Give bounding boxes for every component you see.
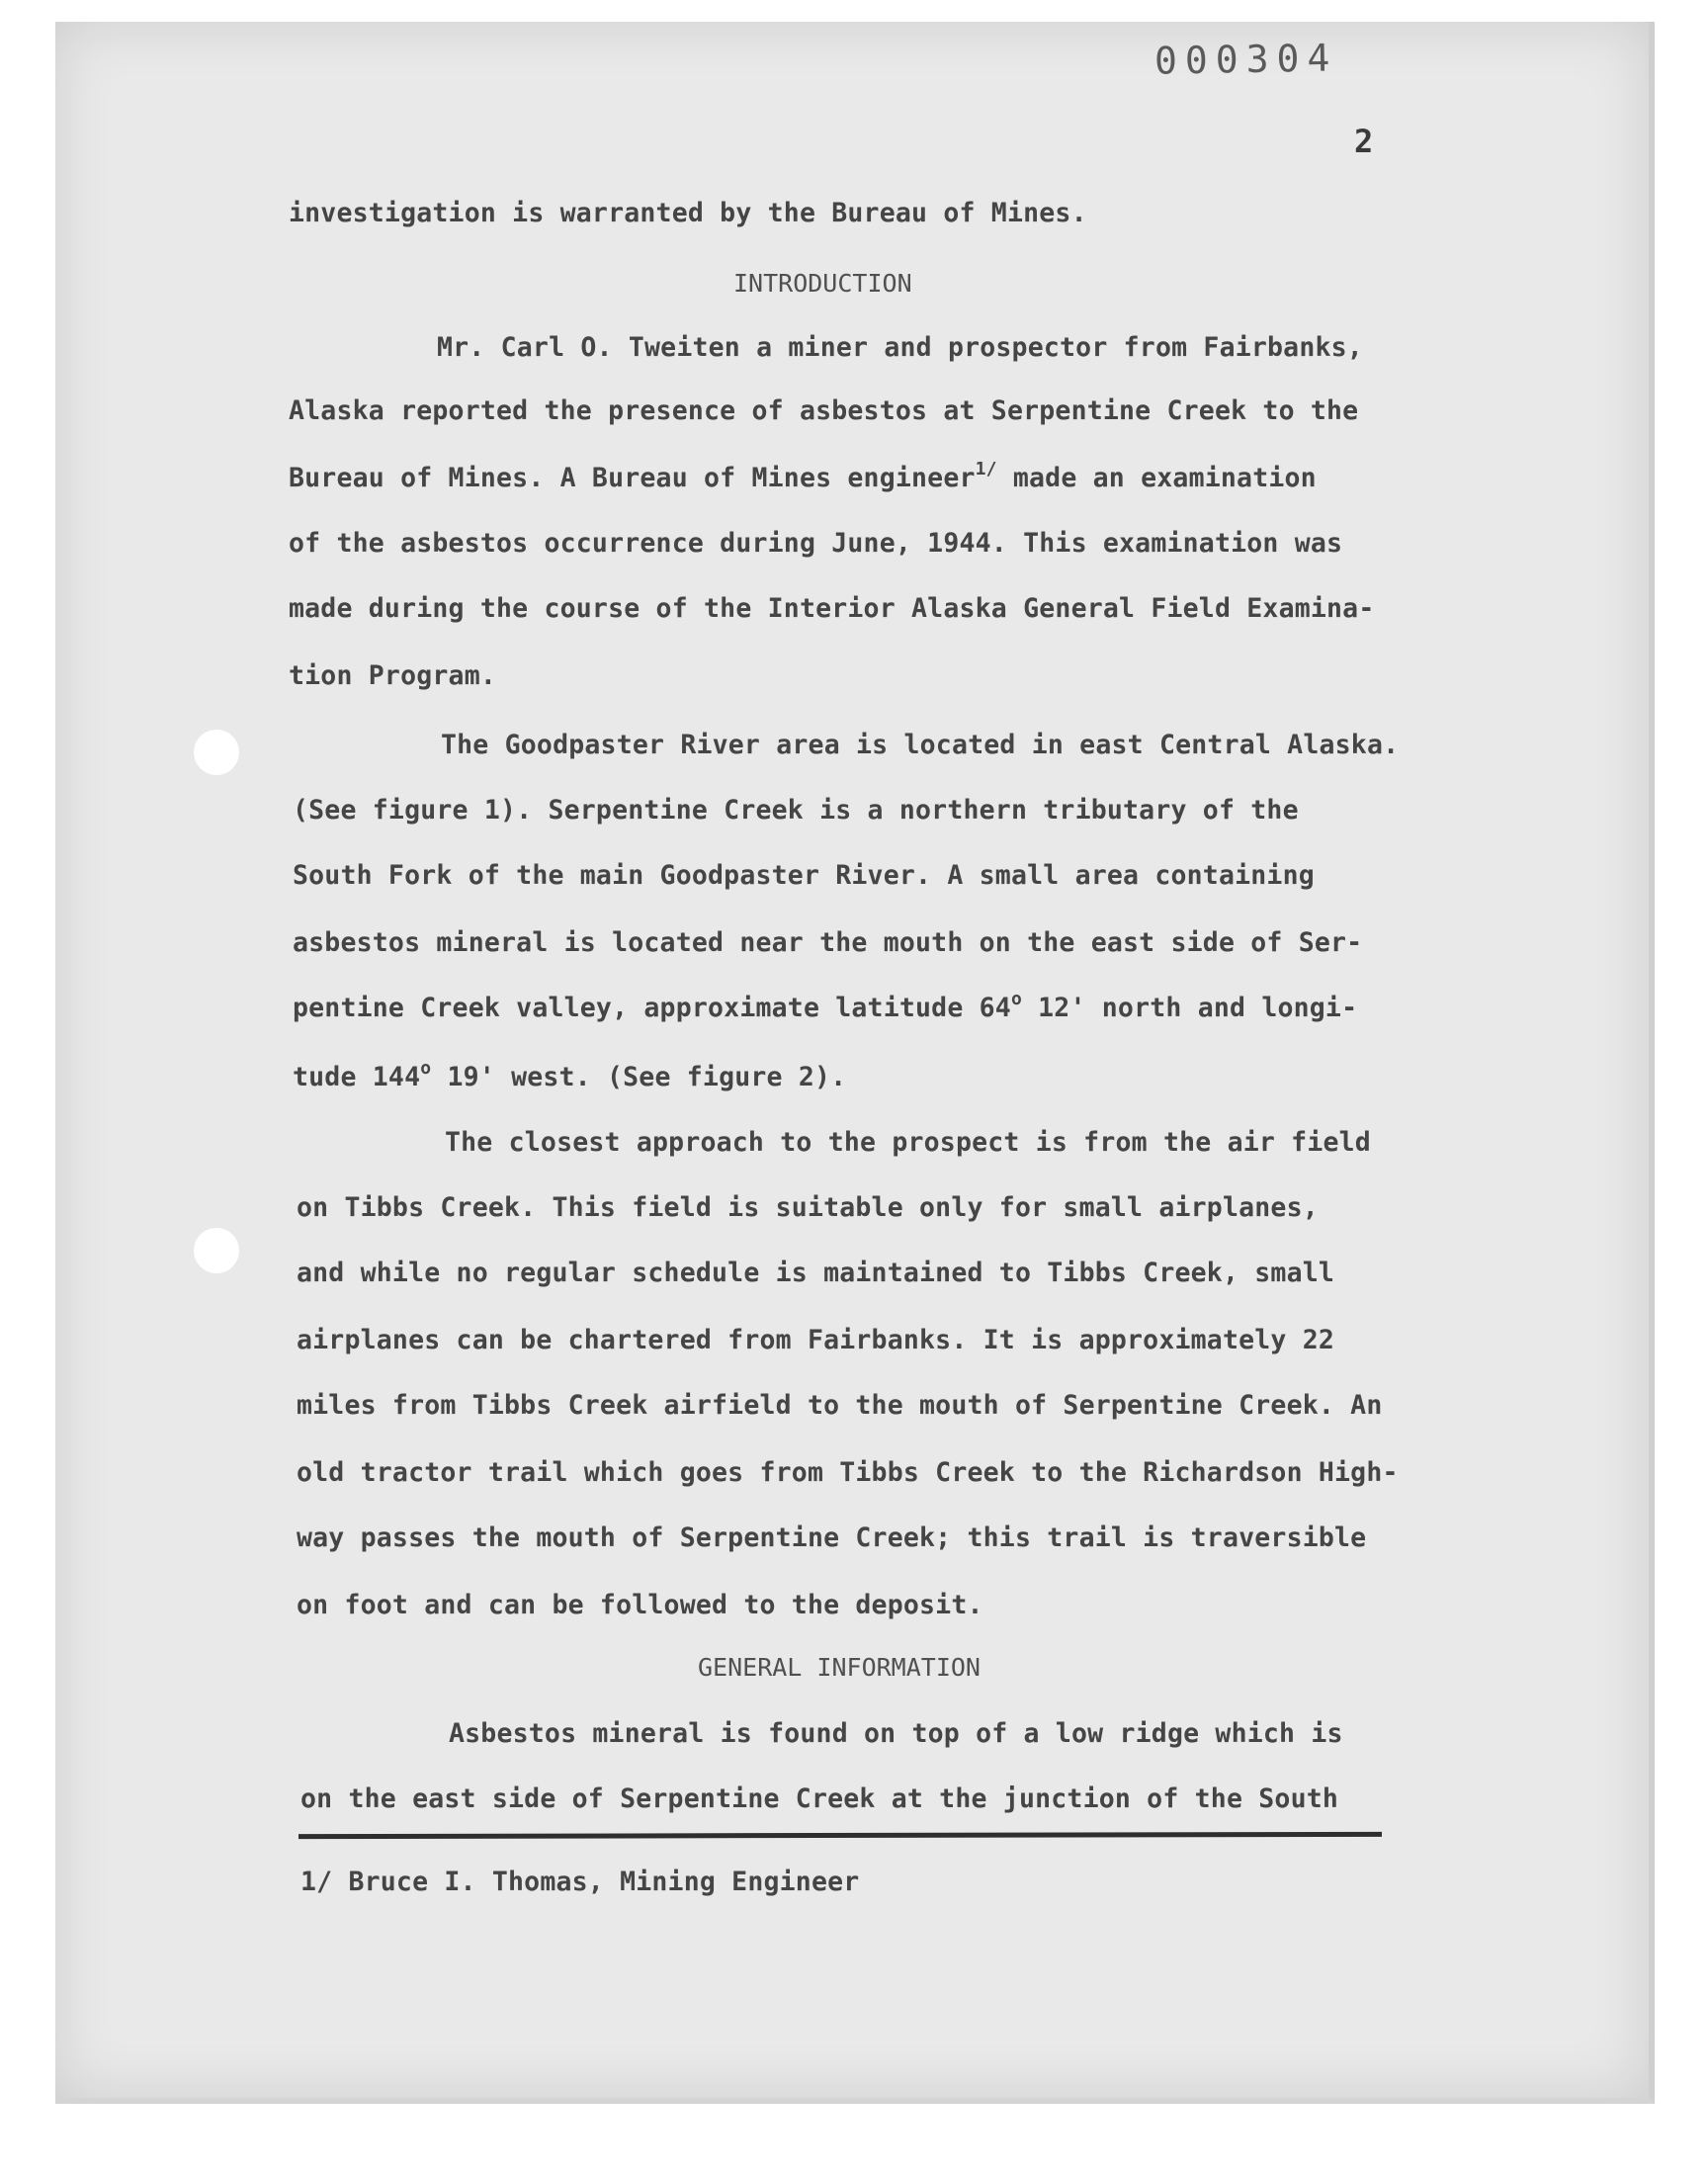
document-stamp-number: 000304: [1153, 36, 1338, 83]
text-line: asbestos mineral is located near the mouth on the east side of Ser-: [293, 927, 1363, 958]
text-line: on Tibbs Creek. This field is suitable only for small airplanes,: [297, 1192, 1319, 1223]
punch-hole: [194, 1228, 239, 1273]
text-line: South Fork of the main Goodpaster River. A small area containing: [293, 860, 1315, 891]
text-line: The Goodpaster River area is located in east Central Alaska.: [441, 730, 1400, 760]
text-line: old tractor trail which goes from Tibbs Creek to the Richardson High-: [297, 1457, 1399, 1488]
text-line: on foot and can be followed to the deposit.: [297, 1590, 983, 1620]
text-line: Asbestos mineral is found on top of a low ridge which is: [449, 1718, 1343, 1749]
section-heading-introduction: INTRODUCTION: [733, 269, 912, 298]
text-line: Alaska reported the presence of asbestos at Serpentine Creek to the: [289, 395, 1359, 426]
text-line: pentine Creek valley, approximate latitude 64$^o$ 12' north and longi-: [293, 989, 1358, 1023]
text-line: way passes the mouth of Serpentine Creek; this trail is traversible: [297, 1522, 1367, 1553]
text-line: of the asbestos occurrence during June, 1944. This examination was: [289, 528, 1343, 559]
text-line: tion Program.: [289, 660, 497, 691]
text-line: (See figure 1). Serpentine Creek is a northern tributary of the: [293, 795, 1299, 826]
footnote-reference: 1/: [975, 459, 997, 479]
page-number: 2: [1354, 123, 1374, 160]
section-heading-general-information: GENERAL INFORMATION: [698, 1653, 981, 1682]
text-line: miles from Tibbs Creek airfield to the mouth of Serpentine Creek. An: [297, 1390, 1383, 1421]
text-line: made during the course of the Interior Alaska General Field Examina-: [289, 593, 1375, 624]
degree-sign: o: [1010, 989, 1022, 1009]
text-line: tude 144$^o$ 19' west. (See figure 2).: [293, 1058, 847, 1092]
footnote-text: 1/ Bruce I. Thomas, Mining Engineer: [300, 1867, 860, 1897]
text-line: airplanes can be chartered from Fairbanks. It is approximately 22: [297, 1325, 1335, 1355]
text-line: and while no regular schedule is maintained to Tibbs Creek, small: [297, 1258, 1335, 1288]
degree-sign: o: [420, 1058, 432, 1079]
text-line: Mr. Carl O. Tweiten a miner and prospector from Fairbanks,: [437, 332, 1363, 363]
text-line: investigation is warranted by the Bureau of Mines.: [289, 198, 1087, 228]
punch-hole: [194, 730, 239, 775]
text-line: Bureau of Mines. A Bureau of Mines engineer$^{1/}$ made an examination: [289, 459, 1317, 493]
text-line: The closest approach to the prospect is from the air field: [445, 1127, 1371, 1158]
text-line: on the east side of Serpentine Creek at the junction of the South: [300, 1784, 1339, 1814]
